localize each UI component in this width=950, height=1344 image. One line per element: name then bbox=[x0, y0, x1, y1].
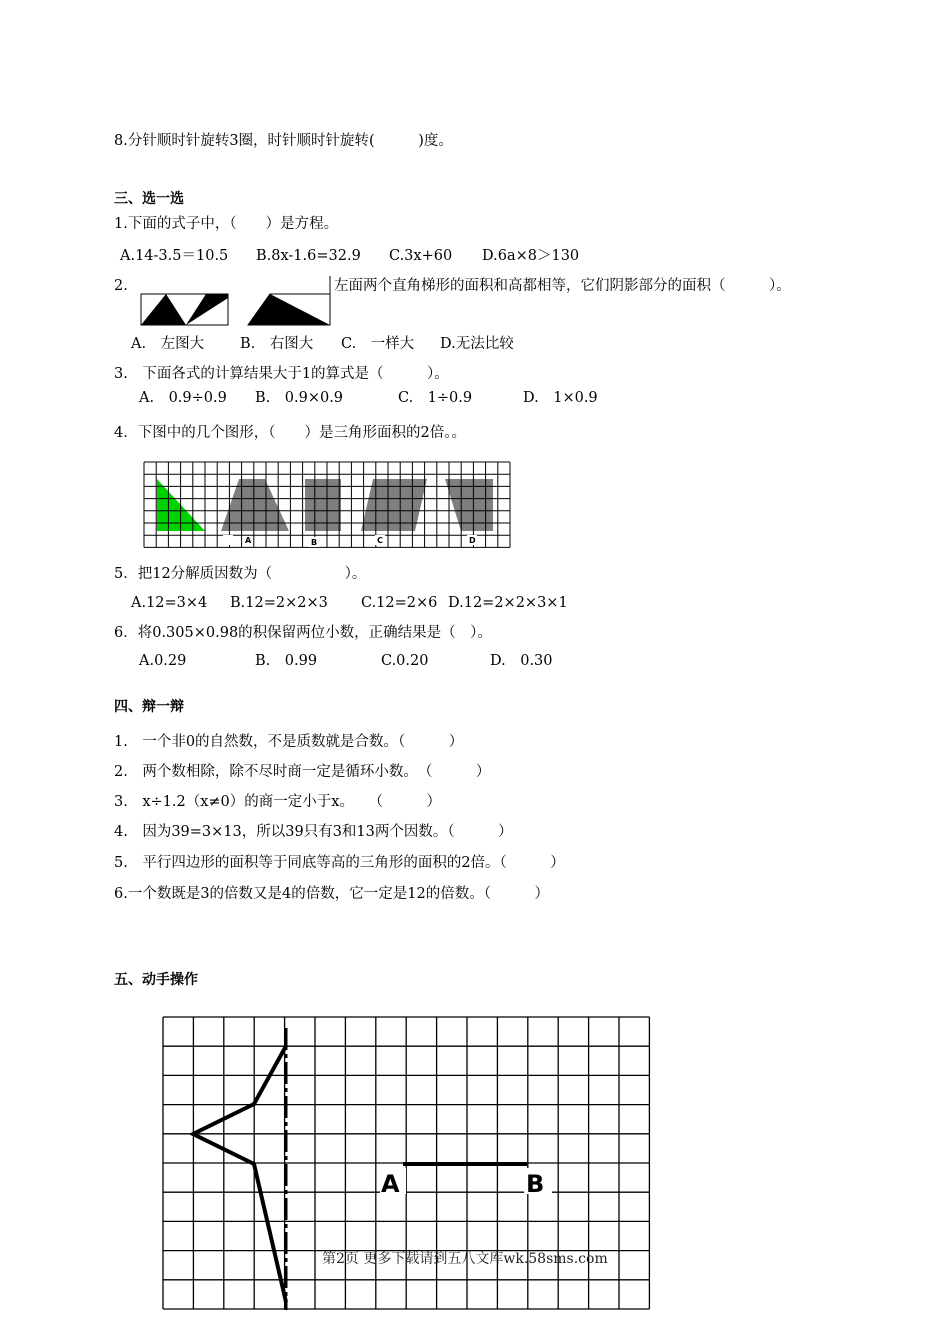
judge-item-1: 1. 一个非0的自然数，不是质数就是合数。（ ） bbox=[114, 734, 464, 750]
question-3-2-number: 2. bbox=[114, 278, 128, 294]
half-figure-outline bbox=[193, 1046, 286, 1302]
judge-item-3: 3. x÷1.2（x≠0）的商一定小于x。 （ ） bbox=[114, 794, 441, 810]
q5-option-c: C.12=2×6 bbox=[361, 595, 438, 611]
q2-option-c: C. 一样大 bbox=[341, 336, 415, 352]
q3-option-b: B. 0.9×0.9 bbox=[255, 390, 344, 406]
question-3-4: 4．下图中的几个图形，（ ）是三角形面积的2倍。。 bbox=[114, 425, 466, 441]
question-3-1: 1.下面的式子中，（ ）是方程。 bbox=[114, 216, 339, 232]
judge-item-5: 5. 平行四边形的面积等于同底等高的三角形的面积的2倍。（ ） bbox=[114, 855, 565, 871]
q6-option-b: B. 0.99 bbox=[255, 653, 318, 669]
q2-option-a: A. 左图大 bbox=[131, 336, 205, 352]
page-footer: 第2页 更多下载请到五八文库wk.58sms.com bbox=[322, 1251, 608, 1267]
left-trapezoid-shade-2 bbox=[186, 294, 228, 325]
q5-option-b: B.12=2×2×3 bbox=[230, 595, 328, 611]
judge-item-6: 6.一个数既是3的倍数又是4的倍数，它一定是12的倍数。（ ） bbox=[114, 886, 549, 902]
section-3-title: 三、选一选 bbox=[114, 191, 184, 207]
point-label-b: B bbox=[526, 1170, 545, 1198]
left-trapezoid-shade-1 bbox=[141, 294, 186, 325]
point-label-a: A bbox=[381, 1170, 400, 1198]
q6-option-a: A.0.29 bbox=[139, 653, 187, 669]
operation-grid-figure bbox=[160, 1012, 654, 1314]
q3-option-a: A. 0.9÷0.9 bbox=[139, 390, 227, 406]
q6-option-d: D. 0.30 bbox=[490, 653, 553, 669]
q1-option-c: C.3x+60 bbox=[389, 248, 453, 264]
section-5-title: 五、动手操作 bbox=[114, 972, 198, 988]
judge-item-2: 2. 两个数相除，除不尽时商一定是循环小数。 （ ） bbox=[114, 764, 491, 780]
question-3-2-text: 左面两个直角梯形的面积和高都相等，它们阴影部分的面积（ ）。 bbox=[334, 278, 791, 294]
shape-label-a: A bbox=[245, 536, 252, 545]
q3-option-d: D. 1×0.9 bbox=[523, 390, 598, 406]
question-3-6: 6．将0.305×0.98的积保留两位小数，正确结果是（ ）。 bbox=[114, 625, 492, 641]
q1-option-b: B.8x-1.6=32.9 bbox=[256, 248, 361, 264]
q5-option-a: A.12=3×4 bbox=[131, 595, 208, 611]
question-3-5: 5．把12分解质因数为（ ）。 bbox=[114, 566, 367, 582]
q1-option-a: A.14-3.5＝10.5 bbox=[120, 248, 229, 264]
shape-label-d: D bbox=[469, 536, 476, 545]
section-4-title: 四、辩一辩 bbox=[114, 699, 184, 715]
question-8: 8.分针顺时针旋转3圈，时针顺时针旋转( )度。 bbox=[114, 133, 453, 149]
q3-option-c: C. 1÷0.9 bbox=[398, 390, 473, 406]
q1-option-d: D.6a×8＞130 bbox=[482, 248, 580, 264]
trapezoid-figures bbox=[140, 276, 332, 328]
question-3-3: 3. 下面各式的计算结果大于1的算式是（ ）。 bbox=[114, 366, 449, 382]
shape-label-b: B bbox=[311, 538, 318, 547]
q6-option-c: C.0.20 bbox=[381, 653, 429, 669]
q2-option-d: D.无法比较 bbox=[440, 336, 514, 352]
q5-option-d: D.12=2×2×3×1 bbox=[448, 595, 568, 611]
judge-item-4: 4. 因为39=3×13，所以39只有3和13两个因数。（ ） bbox=[114, 824, 513, 840]
shapes-grid-figure bbox=[143, 461, 512, 550]
shape-label-c: C bbox=[377, 536, 383, 545]
q2-option-b: B. 右图大 bbox=[240, 336, 314, 352]
